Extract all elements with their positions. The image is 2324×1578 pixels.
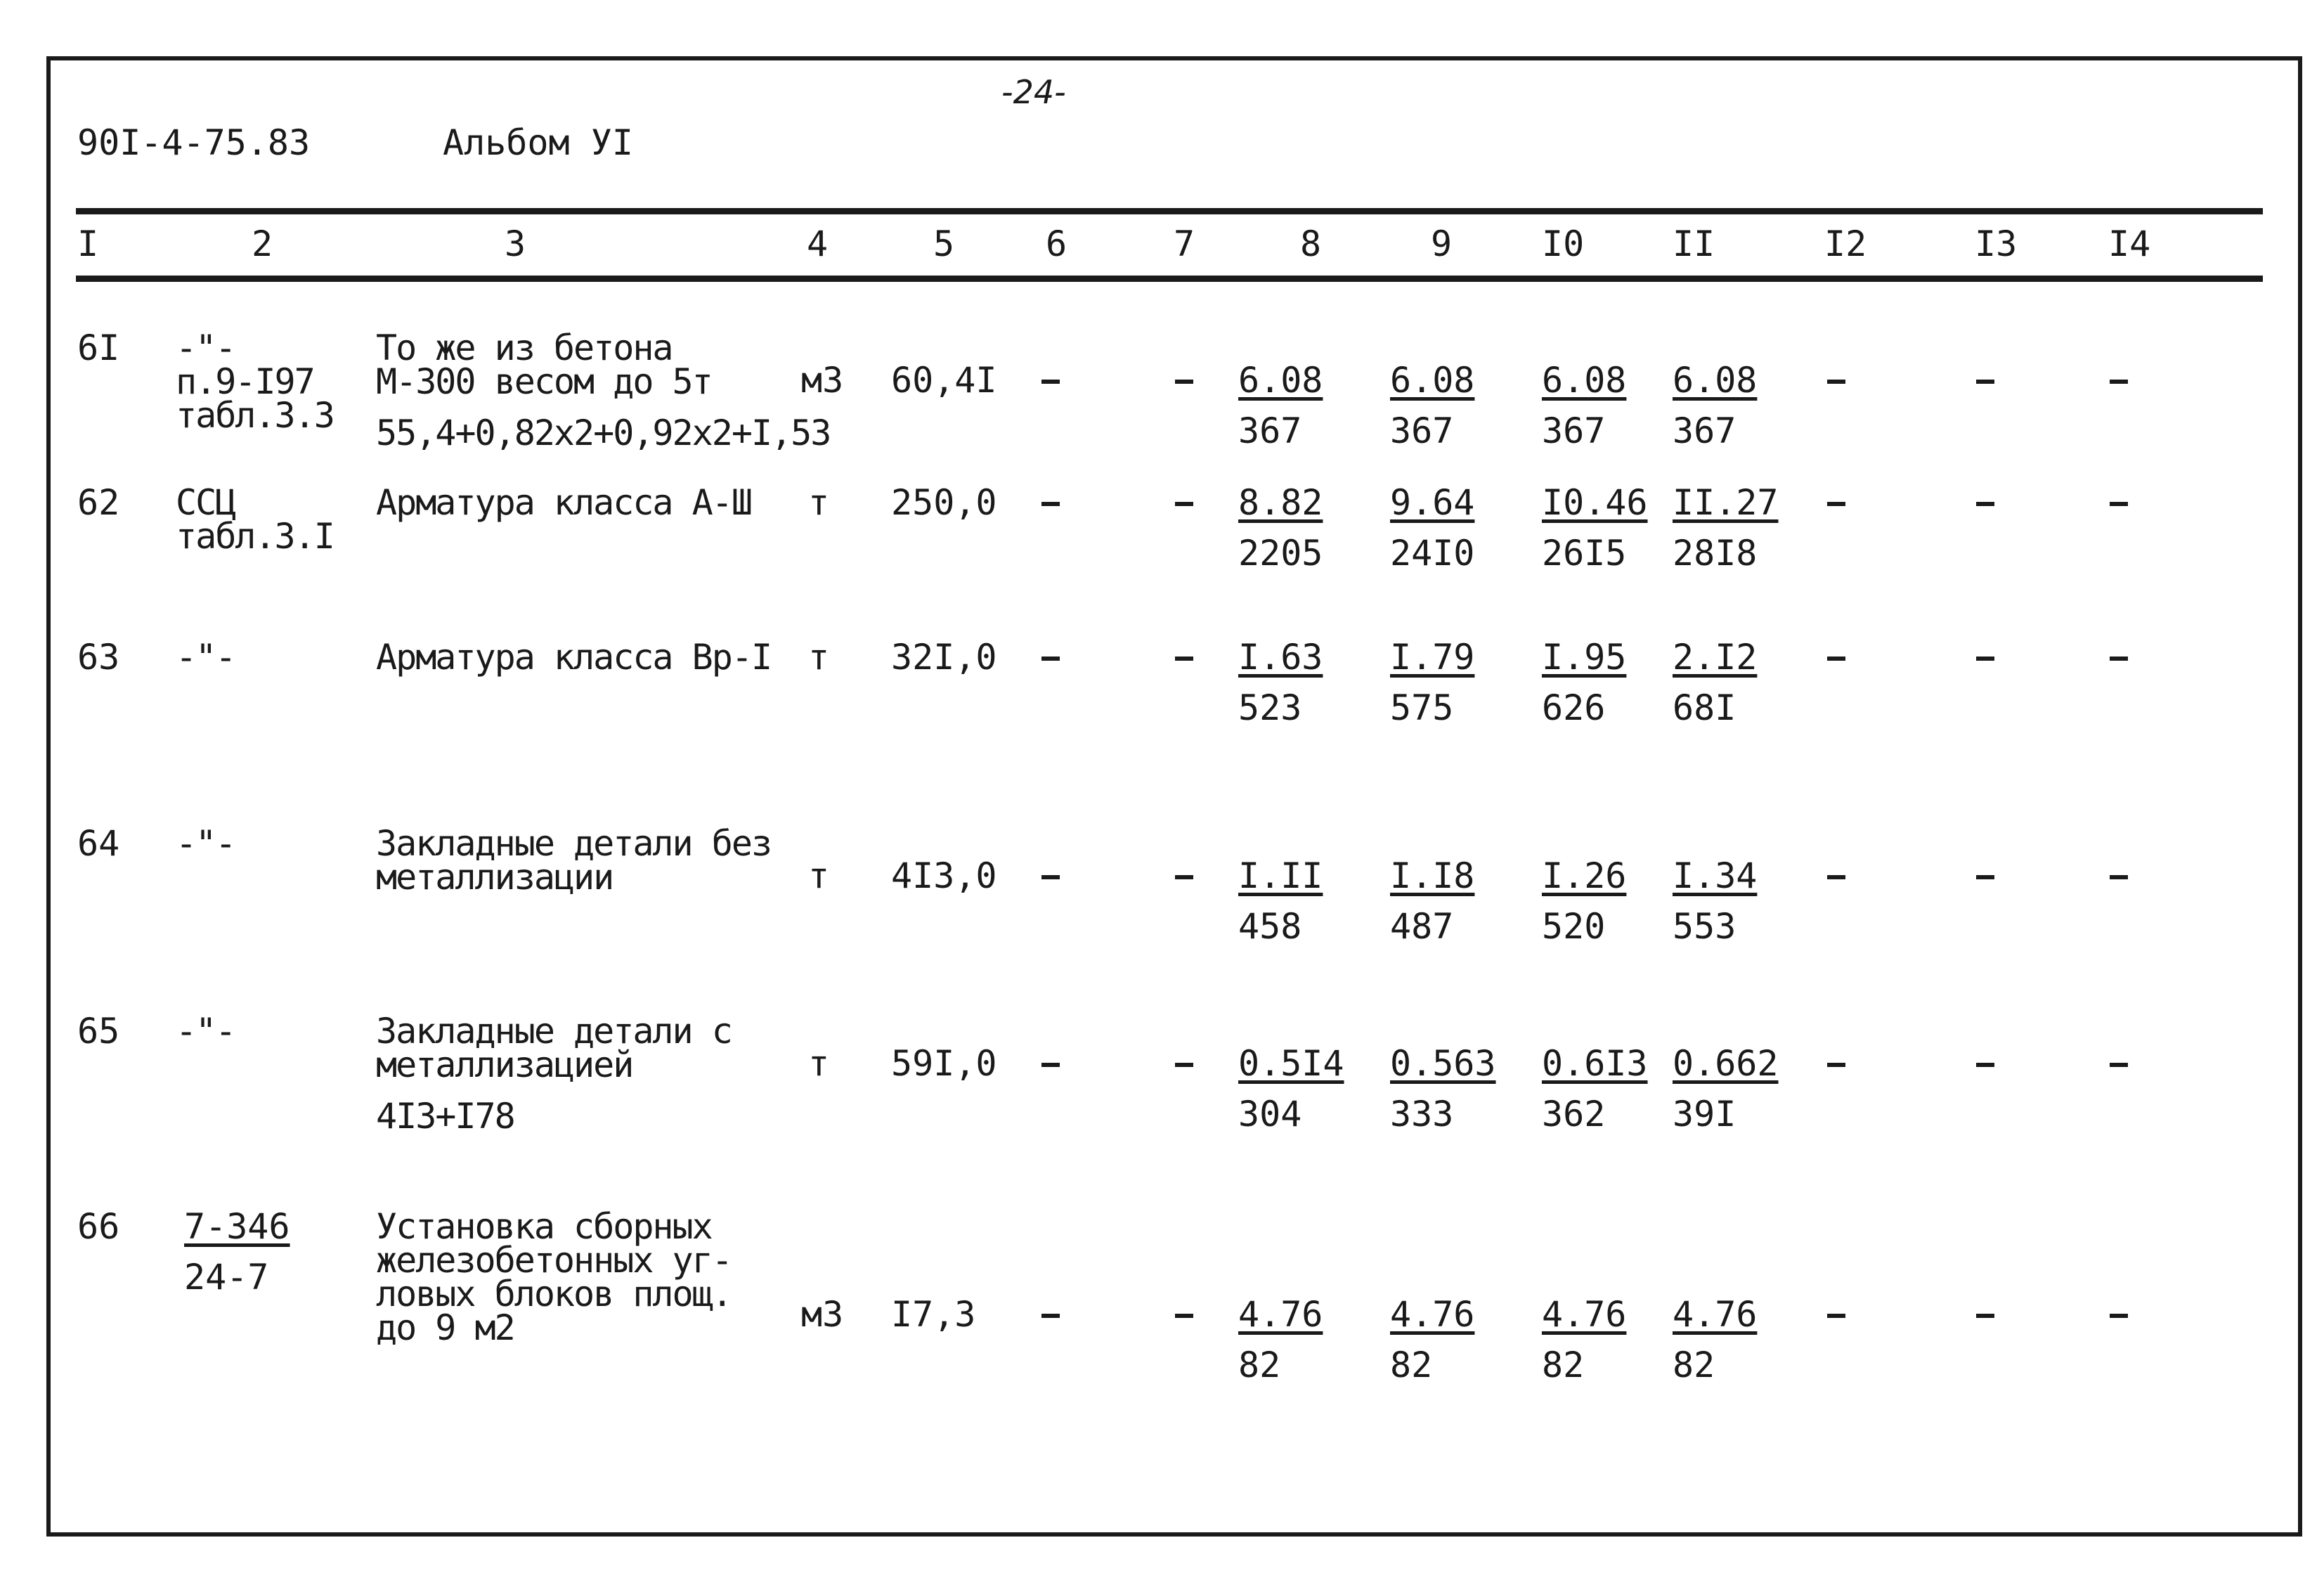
value-numerator: I.I8 <box>1390 855 1475 896</box>
col-header-4: 4 <box>807 224 829 264</box>
value-fraction <box>1673 855 1758 947</box>
row-description-line: Закладные детали без <box>376 823 772 864</box>
row-description-line: ловых блоков площ. <box>376 1274 732 1314</box>
value-fraction <box>1673 360 1758 451</box>
col14-dash <box>2110 1314 2128 1318</box>
value-denominator: 39I <box>1673 1094 1736 1134</box>
value-fraction <box>1673 482 1779 574</box>
row-reference: -"- <box>176 328 235 368</box>
row-reference: -"- <box>176 637 235 678</box>
col12-dash <box>1827 657 1845 661</box>
row-description-line: Установка сборных <box>376 1206 712 1247</box>
value-fraction <box>1542 637 1627 728</box>
album-label: Альбом УI <box>443 122 633 163</box>
value-numerator: 0.662 <box>1673 1043 1779 1084</box>
row-description-line: железобетонных уг- <box>376 1240 732 1281</box>
value-denominator: 458 <box>1238 906 1302 947</box>
col13-dash <box>1976 657 1994 661</box>
row-description-line: Закладные детали с <box>376 1011 732 1052</box>
value-denominator: 523 <box>1238 687 1302 728</box>
col6-dash <box>1041 1314 1060 1318</box>
value-numerator: 0.5I4 <box>1238 1043 1344 1084</box>
value-numerator: 6.08 <box>1673 360 1758 401</box>
col-header-7: 7 <box>1174 224 1195 264</box>
row-description-line: металлизацией <box>376 1045 633 1085</box>
header-rule-bottom <box>76 276 2263 282</box>
col13-dash <box>1976 1314 1994 1318</box>
col-header-2: 2 <box>252 224 273 264</box>
value-numerator: I.26 <box>1542 855 1627 896</box>
col6-dash <box>1041 380 1060 384</box>
row-number: 65 <box>77 1011 120 1052</box>
col-header-8: 8 <box>1300 224 1322 264</box>
col7-dash <box>1175 502 1193 506</box>
row-number: 62 <box>77 482 120 523</box>
value-denominator: 367 <box>1390 410 1454 451</box>
col12-dash <box>1827 380 1845 384</box>
row-quantity: 4I3,0 <box>891 855 997 896</box>
row-calculation: 4I3+I78 <box>376 1096 514 1137</box>
value-numerator: 4.76 <box>1390 1294 1475 1335</box>
value-numerator: I.63 <box>1238 637 1323 678</box>
value-fraction <box>1673 637 1758 728</box>
value-fraction <box>1542 1043 1648 1134</box>
col14-dash <box>2110 875 2128 879</box>
value-denominator: 24I0 <box>1390 533 1475 574</box>
col-header-5: 5 <box>933 224 955 264</box>
value-numerator: 4.76 <box>1542 1294 1627 1335</box>
value-denominator: 68I <box>1673 687 1736 728</box>
value-denominator: 82 <box>1390 1345 1433 1385</box>
row-number: 64 <box>77 823 120 864</box>
row-description-line: То же из бетона <box>376 328 673 368</box>
col13-dash <box>1976 875 1994 879</box>
row-unit: т <box>808 855 830 896</box>
row-quantity: 59I,0 <box>891 1043 997 1084</box>
row-reference: -"- <box>176 823 235 864</box>
value-fraction <box>1390 637 1475 728</box>
value-numerator: 0.6I3 <box>1542 1043 1648 1084</box>
reference-numerator: 7-346 <box>184 1206 290 1247</box>
value-denominator: 28I8 <box>1673 533 1758 574</box>
col12-dash <box>1827 1063 1845 1067</box>
row-quantity: 250,0 <box>891 482 997 523</box>
col7-dash <box>1175 380 1193 384</box>
value-numerator: 6.08 <box>1542 360 1627 401</box>
value-fraction <box>1673 1043 1779 1134</box>
row-quantity: 60,4I <box>891 360 997 401</box>
row-number: 63 <box>77 637 120 678</box>
value-fraction <box>1238 1043 1344 1134</box>
row-description-line: Арматура класса Вр-I <box>376 637 772 678</box>
value-fraction <box>1390 482 1475 574</box>
page-number: -24- <box>1001 73 1066 111</box>
value-fraction <box>1542 1294 1627 1385</box>
value-fraction <box>1238 855 1323 947</box>
value-fraction <box>1673 1294 1758 1385</box>
value-denominator: 553 <box>1673 906 1736 947</box>
value-numerator: II.27 <box>1673 482 1779 523</box>
col14-dash <box>2110 1063 2128 1067</box>
row-description-line: М-300 весом до 5т <box>376 361 712 402</box>
col6-dash <box>1041 502 1060 506</box>
row-unit: т <box>808 637 830 678</box>
row-reference: -"- <box>176 1011 235 1052</box>
value-denominator: 333 <box>1390 1094 1454 1134</box>
value-denominator: 82 <box>1542 1345 1585 1385</box>
value-denominator: 304 <box>1238 1094 1302 1134</box>
row-number: 6I <box>77 328 120 368</box>
col14-dash <box>2110 380 2128 384</box>
row-description-line: металлизации <box>376 857 614 898</box>
row-reference: табл.3.I <box>176 516 334 557</box>
col-header-9: 9 <box>1431 224 1453 264</box>
value-fraction <box>1238 637 1323 728</box>
col-header-10: I0 <box>1542 224 1585 264</box>
col7-dash <box>1175 1063 1193 1067</box>
row-quantity: 32I,0 <box>891 637 997 678</box>
col-header-6: 6 <box>1046 224 1067 264</box>
value-denominator: 626 <box>1542 687 1606 728</box>
document-code: 90I-4-75.83 <box>77 122 311 163</box>
value-numerator: 4.76 <box>1238 1294 1323 1335</box>
value-fraction <box>1390 1043 1496 1134</box>
row-reference-fraction <box>184 1206 290 1298</box>
row-calculation: 55,4+0,82х2+0,92х2+I,53 <box>376 413 831 453</box>
value-numerator: 9.64 <box>1390 482 1475 523</box>
value-denominator: 520 <box>1542 906 1606 947</box>
col6-dash <box>1041 875 1060 879</box>
value-numerator: 0.563 <box>1390 1043 1496 1084</box>
col13-dash <box>1976 380 1994 384</box>
value-numerator: I.II <box>1238 855 1323 896</box>
value-denominator: 362 <box>1542 1094 1606 1134</box>
value-denominator: 82 <box>1238 1345 1281 1385</box>
value-denominator: 2205 <box>1238 533 1323 574</box>
col-header-14: I4 <box>2108 224 2151 264</box>
value-numerator: I.79 <box>1390 637 1475 678</box>
value-fraction <box>1390 855 1475 947</box>
col-header-3: 3 <box>505 224 526 264</box>
value-numerator: 4.76 <box>1673 1294 1758 1335</box>
row-unit: м3 <box>801 1294 844 1335</box>
row-number: 66 <box>77 1206 120 1247</box>
row-reference: п.9-I97 <box>176 361 314 402</box>
value-denominator: 367 <box>1542 410 1606 451</box>
col7-dash <box>1175 1314 1193 1318</box>
value-numerator: I.95 <box>1542 637 1627 678</box>
col6-dash <box>1041 657 1060 661</box>
value-denominator: 26I5 <box>1542 533 1627 574</box>
value-fraction <box>1238 482 1323 574</box>
value-denominator: 367 <box>1238 410 1302 451</box>
reference-denominator: 24-7 <box>184 1257 269 1298</box>
col-header-1: I <box>77 224 99 264</box>
value-denominator: 487 <box>1390 906 1454 947</box>
col14-dash <box>2110 657 2128 661</box>
col12-dash <box>1827 502 1845 506</box>
col12-dash <box>1827 1314 1845 1318</box>
value-fraction <box>1238 360 1323 451</box>
value-numerator: 8.82 <box>1238 482 1323 523</box>
value-fraction <box>1390 1294 1475 1385</box>
value-fraction <box>1542 855 1627 947</box>
header-rule-top <box>76 208 2263 214</box>
col-header-13: I3 <box>1975 224 2018 264</box>
value-denominator: 575 <box>1390 687 1454 728</box>
value-fraction <box>1390 360 1475 451</box>
row-unit: т <box>808 482 830 523</box>
value-numerator: I.34 <box>1673 855 1758 896</box>
col-header-12: I2 <box>1824 224 1867 264</box>
col13-dash <box>1976 1063 1994 1067</box>
row-unit: м3 <box>801 360 844 401</box>
col-header-11: II <box>1673 224 1715 264</box>
value-denominator: 367 <box>1673 410 1736 451</box>
value-numerator: 6.08 <box>1238 360 1323 401</box>
value-fraction <box>1542 360 1627 451</box>
row-reference: табл.3.3 <box>176 395 334 436</box>
value-numerator: 6.08 <box>1390 360 1475 401</box>
col7-dash <box>1175 875 1193 879</box>
col13-dash <box>1976 502 1994 506</box>
value-fraction <box>1542 482 1648 574</box>
value-denominator: 82 <box>1673 1345 1715 1385</box>
col14-dash <box>2110 502 2128 506</box>
row-unit: т <box>808 1043 830 1084</box>
value-fraction <box>1238 1294 1323 1385</box>
col6-dash <box>1041 1063 1060 1067</box>
col12-dash <box>1827 875 1845 879</box>
row-reference: ССЦ <box>176 482 235 523</box>
row-quantity: I7,3 <box>891 1294 976 1335</box>
row-description-line: до 9 м2 <box>376 1307 514 1348</box>
col7-dash <box>1175 657 1193 661</box>
row-description-line: Арматура класса А-Ш <box>376 482 751 523</box>
value-numerator: 2.I2 <box>1673 637 1758 678</box>
value-numerator: I0.46 <box>1542 482 1648 523</box>
